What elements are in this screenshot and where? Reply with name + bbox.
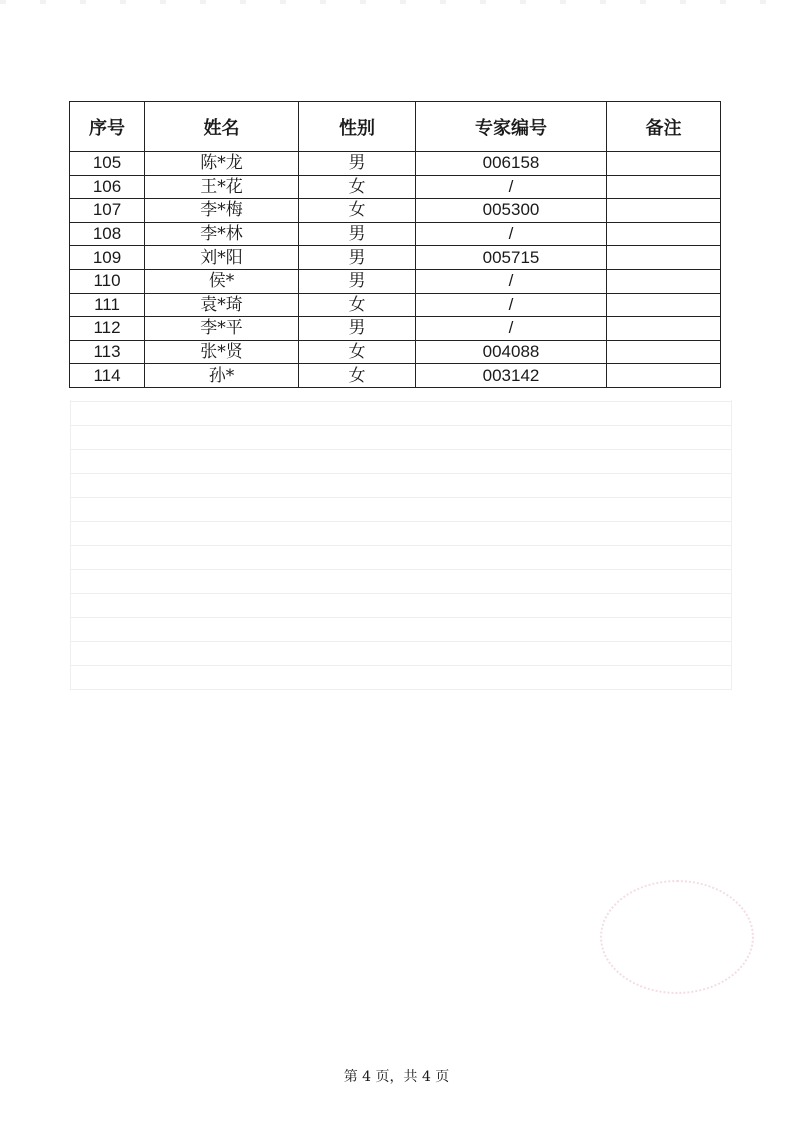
cell-remarks [607,317,721,341]
cell-name: 袁*琦 [145,293,299,317]
cell-serial-no: 114 [70,364,145,388]
cell-expert-id: / [416,317,607,341]
cell-gender: 女 [299,340,416,364]
header-remarks: 备注 [607,102,721,152]
table-header-row [70,102,721,152]
cell-name: 李*梅 [145,199,299,223]
cell-serial-no: 109 [70,246,145,270]
table-row [70,364,721,388]
cell-name: 李*林 [145,222,299,246]
cell-name: 李*平 [145,317,299,341]
cell-name: 陈*龙 [145,152,299,176]
cell-remarks [607,364,721,388]
table-row [70,175,721,199]
cell-name: 侯* [145,269,299,293]
cell-serial-no: 105 [70,152,145,176]
cell-serial-no: 107 [70,199,145,223]
header-serial-no: 序号 [70,102,145,152]
cell-gender: 男 [299,317,416,341]
table-row [70,293,721,317]
table-row [70,152,721,176]
cell-gender: 男 [299,246,416,270]
cell-expert-id: / [416,269,607,293]
header-name: 姓名 [145,102,299,152]
cell-name: 刘*阳 [145,246,299,270]
table-row [70,340,721,364]
cell-expert-id: 003142 [416,364,607,388]
header-gender: 性别 [299,102,416,152]
cell-serial-no: 106 [70,175,145,199]
cell-name: 孙* [145,364,299,388]
table-row [70,199,721,223]
table-row [70,246,721,270]
table-row [70,317,721,341]
cell-serial-no: 108 [70,222,145,246]
cell-gender: 男 [299,222,416,246]
page-number: 第 4 页，共 4 页 [343,1069,450,1085]
cell-gender: 男 [299,269,416,293]
cell-expert-id: 004088 [416,340,607,364]
cell-remarks [607,175,721,199]
table-row [70,222,721,246]
cell-expert-id: / [416,175,607,199]
header-expert-id: 专家编号 [416,102,607,152]
cell-remarks [607,293,721,317]
bleed-through-artifact [70,400,732,690]
cell-gender: 女 [299,364,416,388]
cell-remarks [607,222,721,246]
cell-remarks [607,152,721,176]
scan-artifact [0,0,793,4]
cell-serial-no: 111 [70,293,145,317]
expert-roster-table [69,101,721,388]
cell-gender: 女 [299,293,416,317]
cell-remarks [607,246,721,270]
table-row [70,269,721,293]
cell-name: 王*花 [145,175,299,199]
cell-serial-no: 113 [70,340,145,364]
cell-remarks [607,269,721,293]
cell-name: 张*贤 [145,340,299,364]
cell-serial-no: 112 [70,317,145,341]
cell-expert-id: 005300 [416,199,607,223]
cell-expert-id: / [416,293,607,317]
cell-gender: 女 [299,175,416,199]
cell-gender: 女 [299,199,416,223]
cell-serial-no: 110 [70,269,145,293]
cell-expert-id: 005715 [416,246,607,270]
cell-expert-id: / [416,222,607,246]
cell-remarks [607,340,721,364]
cell-gender: 男 [299,152,416,176]
cell-expert-id: 006158 [416,152,607,176]
cell-remarks [607,199,721,223]
faint-seal-artifact [600,880,754,994]
